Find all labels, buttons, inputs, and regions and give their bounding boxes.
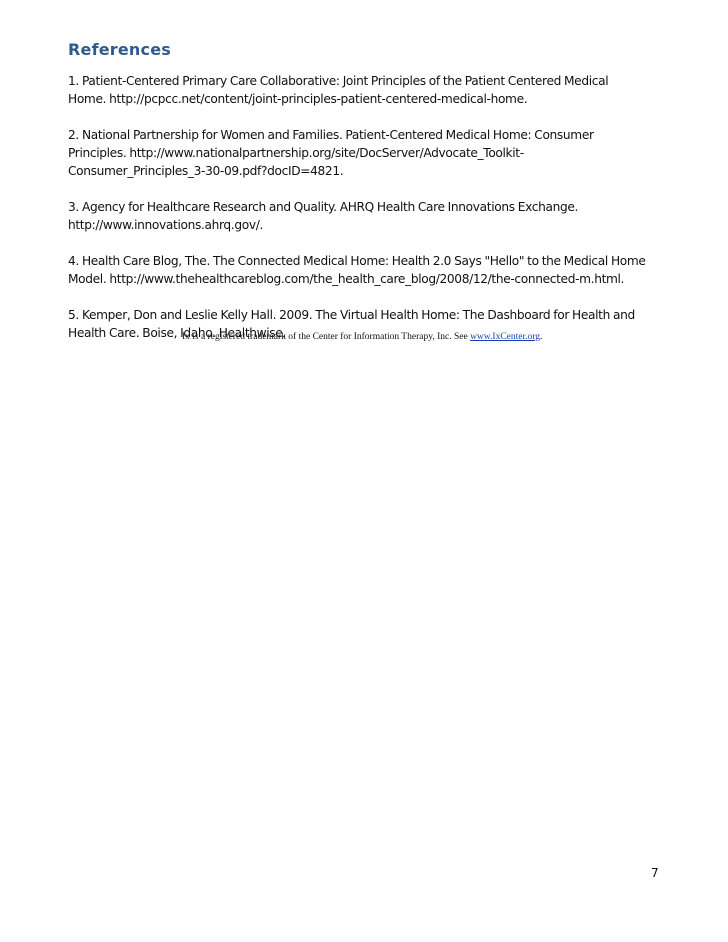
reference-line: 2. National Partnership for Women and Families. Patient-Centered Medical Home: Consumer: [68, 128, 594, 142]
reference-line: http://www.innovations.ahrq.gov/.: [68, 218, 263, 232]
reference-line: 5. Kemper, Don and Leslie Kelly Hall. 2009. The Virtual Health Home: The Dashboard for Health and: [68, 308, 635, 322]
trademark-notice: [182, 332, 542, 342]
reference-line: 4. Health Care Blog, The. The Connected Medical Home: Health 2.0 Says "Hello" to the Medical Home: [68, 254, 646, 268]
page-number: 7: [651, 866, 659, 880]
reference-line: Principles. http://www.nationalpartnership.org/site/DocServer/Advocate_Toolkit-: [68, 146, 524, 160]
reference-line: Model. http://www.thehealthcareblog.com/the_health_care_blog/2008/12/the-connected-m.html.: [68, 272, 625, 286]
reference-item: [68, 252, 668, 288]
reference-line: Home. http://pcpcc.net/content/joint-principles-patient-centered-medical-home.: [68, 92, 528, 106]
trademark-period: .: [539, 332, 543, 342]
reference-line: 3. Agency for Healthcare Research and Quality. AHRQ Health Care Innovations Exchange.: [68, 200, 579, 214]
reference-line: 1. Patient-Centered Primary Care Collaborative: Joint Principles of the Patient Centered Medical: [68, 74, 609, 88]
reference-line: Health Care. Boise, Idaho. Healthwise.: [68, 326, 286, 340]
reference-item: [68, 198, 668, 234]
ixcenter-link[interactable]: www.IxCenter.org: [470, 332, 540, 342]
references-heading: References: [68, 40, 171, 59]
reference-line: Consumer_Principles_3-30-09.pdf?docID=4821.: [68, 164, 344, 178]
reference-item: [68, 126, 668, 180]
trademark-text: Ix is a registered trademark of the Center for Information Therapy, Inc. See: [182, 332, 471, 342]
reference-list: [68, 72, 668, 360]
reference-item: [68, 72, 668, 108]
